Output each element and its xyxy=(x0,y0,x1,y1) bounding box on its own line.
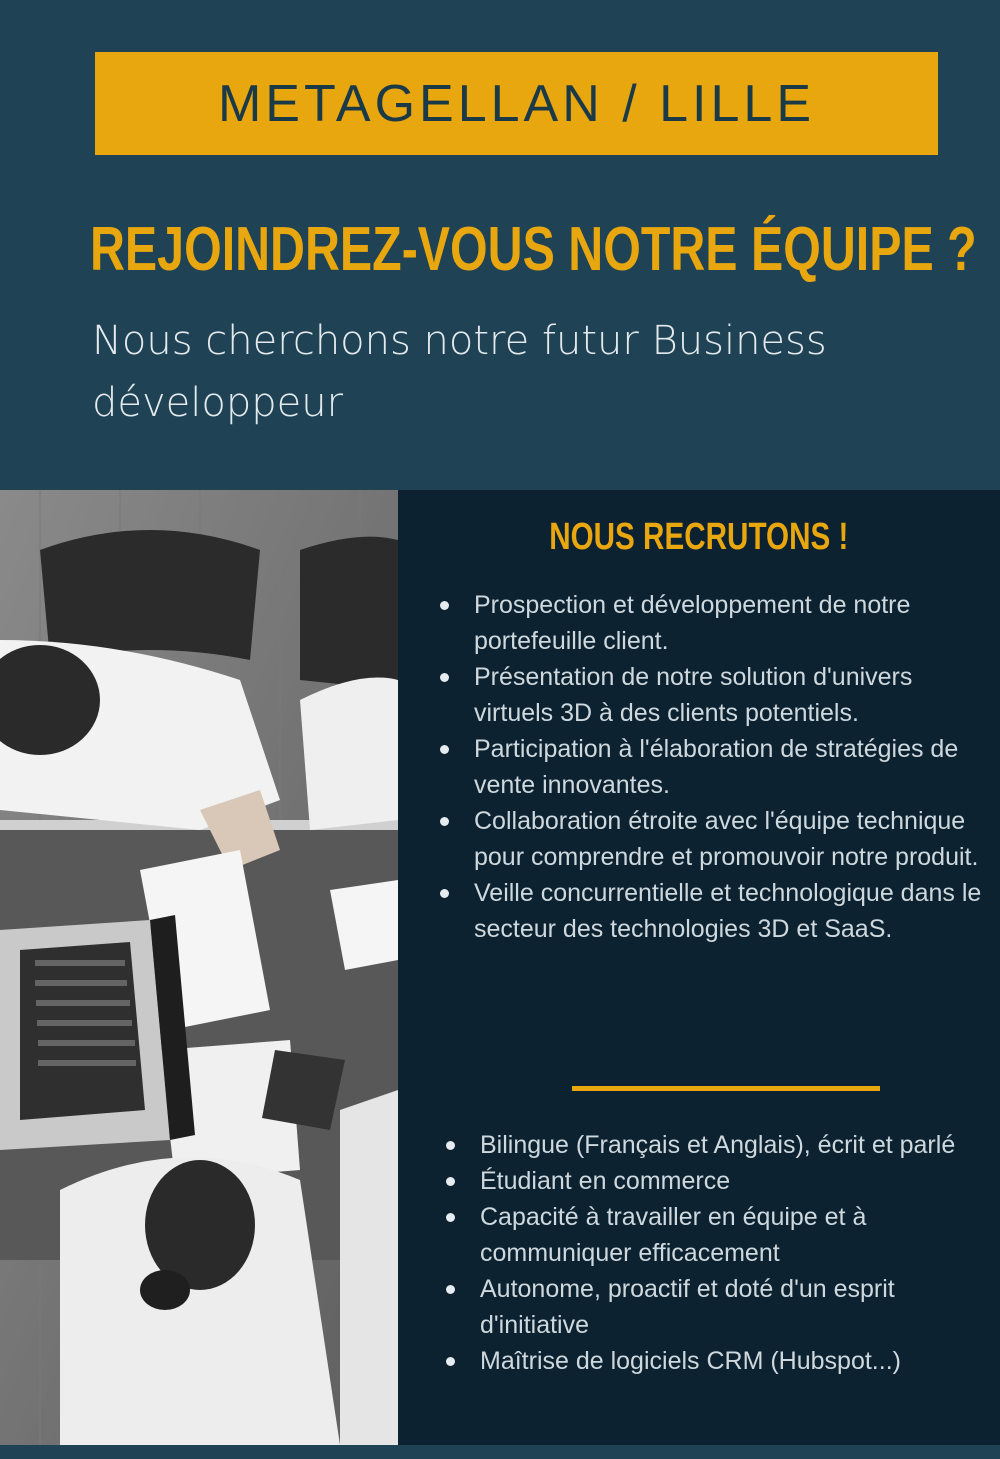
panel-title xyxy=(398,516,1000,559)
profile-list xyxy=(442,1127,998,1379)
team-meeting-illustration xyxy=(0,490,398,1445)
list-item: Participation à l'élaboration de stratégies de vente innovantes. xyxy=(436,731,996,803)
headline: REJOINDREZ-VOUS NOTRE ÉQUIPE ? xyxy=(90,215,977,284)
list-item: Capacité à travailler en équipe et à communiquer efficacement xyxy=(442,1199,998,1271)
brand-name: METAGELLAN / LILLE xyxy=(217,74,816,133)
list-item: Présentation de notre solution d'univers virtuels 3D à des clients potentiels. xyxy=(436,659,996,731)
list-item: Autonome, proactif et doté d'un esprit d'initiative xyxy=(442,1271,998,1343)
bottom-strip xyxy=(0,1445,1000,1459)
list-item: Prospection et développement de notre portefeuille client. xyxy=(436,587,996,659)
list-item: Collaboration étroite avec l'équipe technique pour comprendre et promouvoir notre produit. xyxy=(436,803,996,875)
subheadline: Nous cherchons notre futur Business développeur xyxy=(92,318,827,426)
missions-list xyxy=(436,587,996,947)
section-divider xyxy=(572,1086,880,1091)
list-item: Veille concurrentielle et technologique dans le secteur des technologies 3D et SaaS. xyxy=(436,875,996,947)
list-item: Étudiant en commerce xyxy=(442,1163,998,1199)
brand-banner xyxy=(95,52,938,155)
header-section xyxy=(0,0,1000,490)
team-meeting-photo xyxy=(0,490,398,1445)
panel-title-text: NOUS RECRUTONS ! xyxy=(549,516,849,558)
list-item: Bilingue (Français et Anglais), écrit et parlé xyxy=(442,1127,998,1163)
recruitment-panel xyxy=(398,490,1000,1445)
list-item: Maîtrise de logiciels CRM (Hubspot...) xyxy=(442,1343,998,1379)
